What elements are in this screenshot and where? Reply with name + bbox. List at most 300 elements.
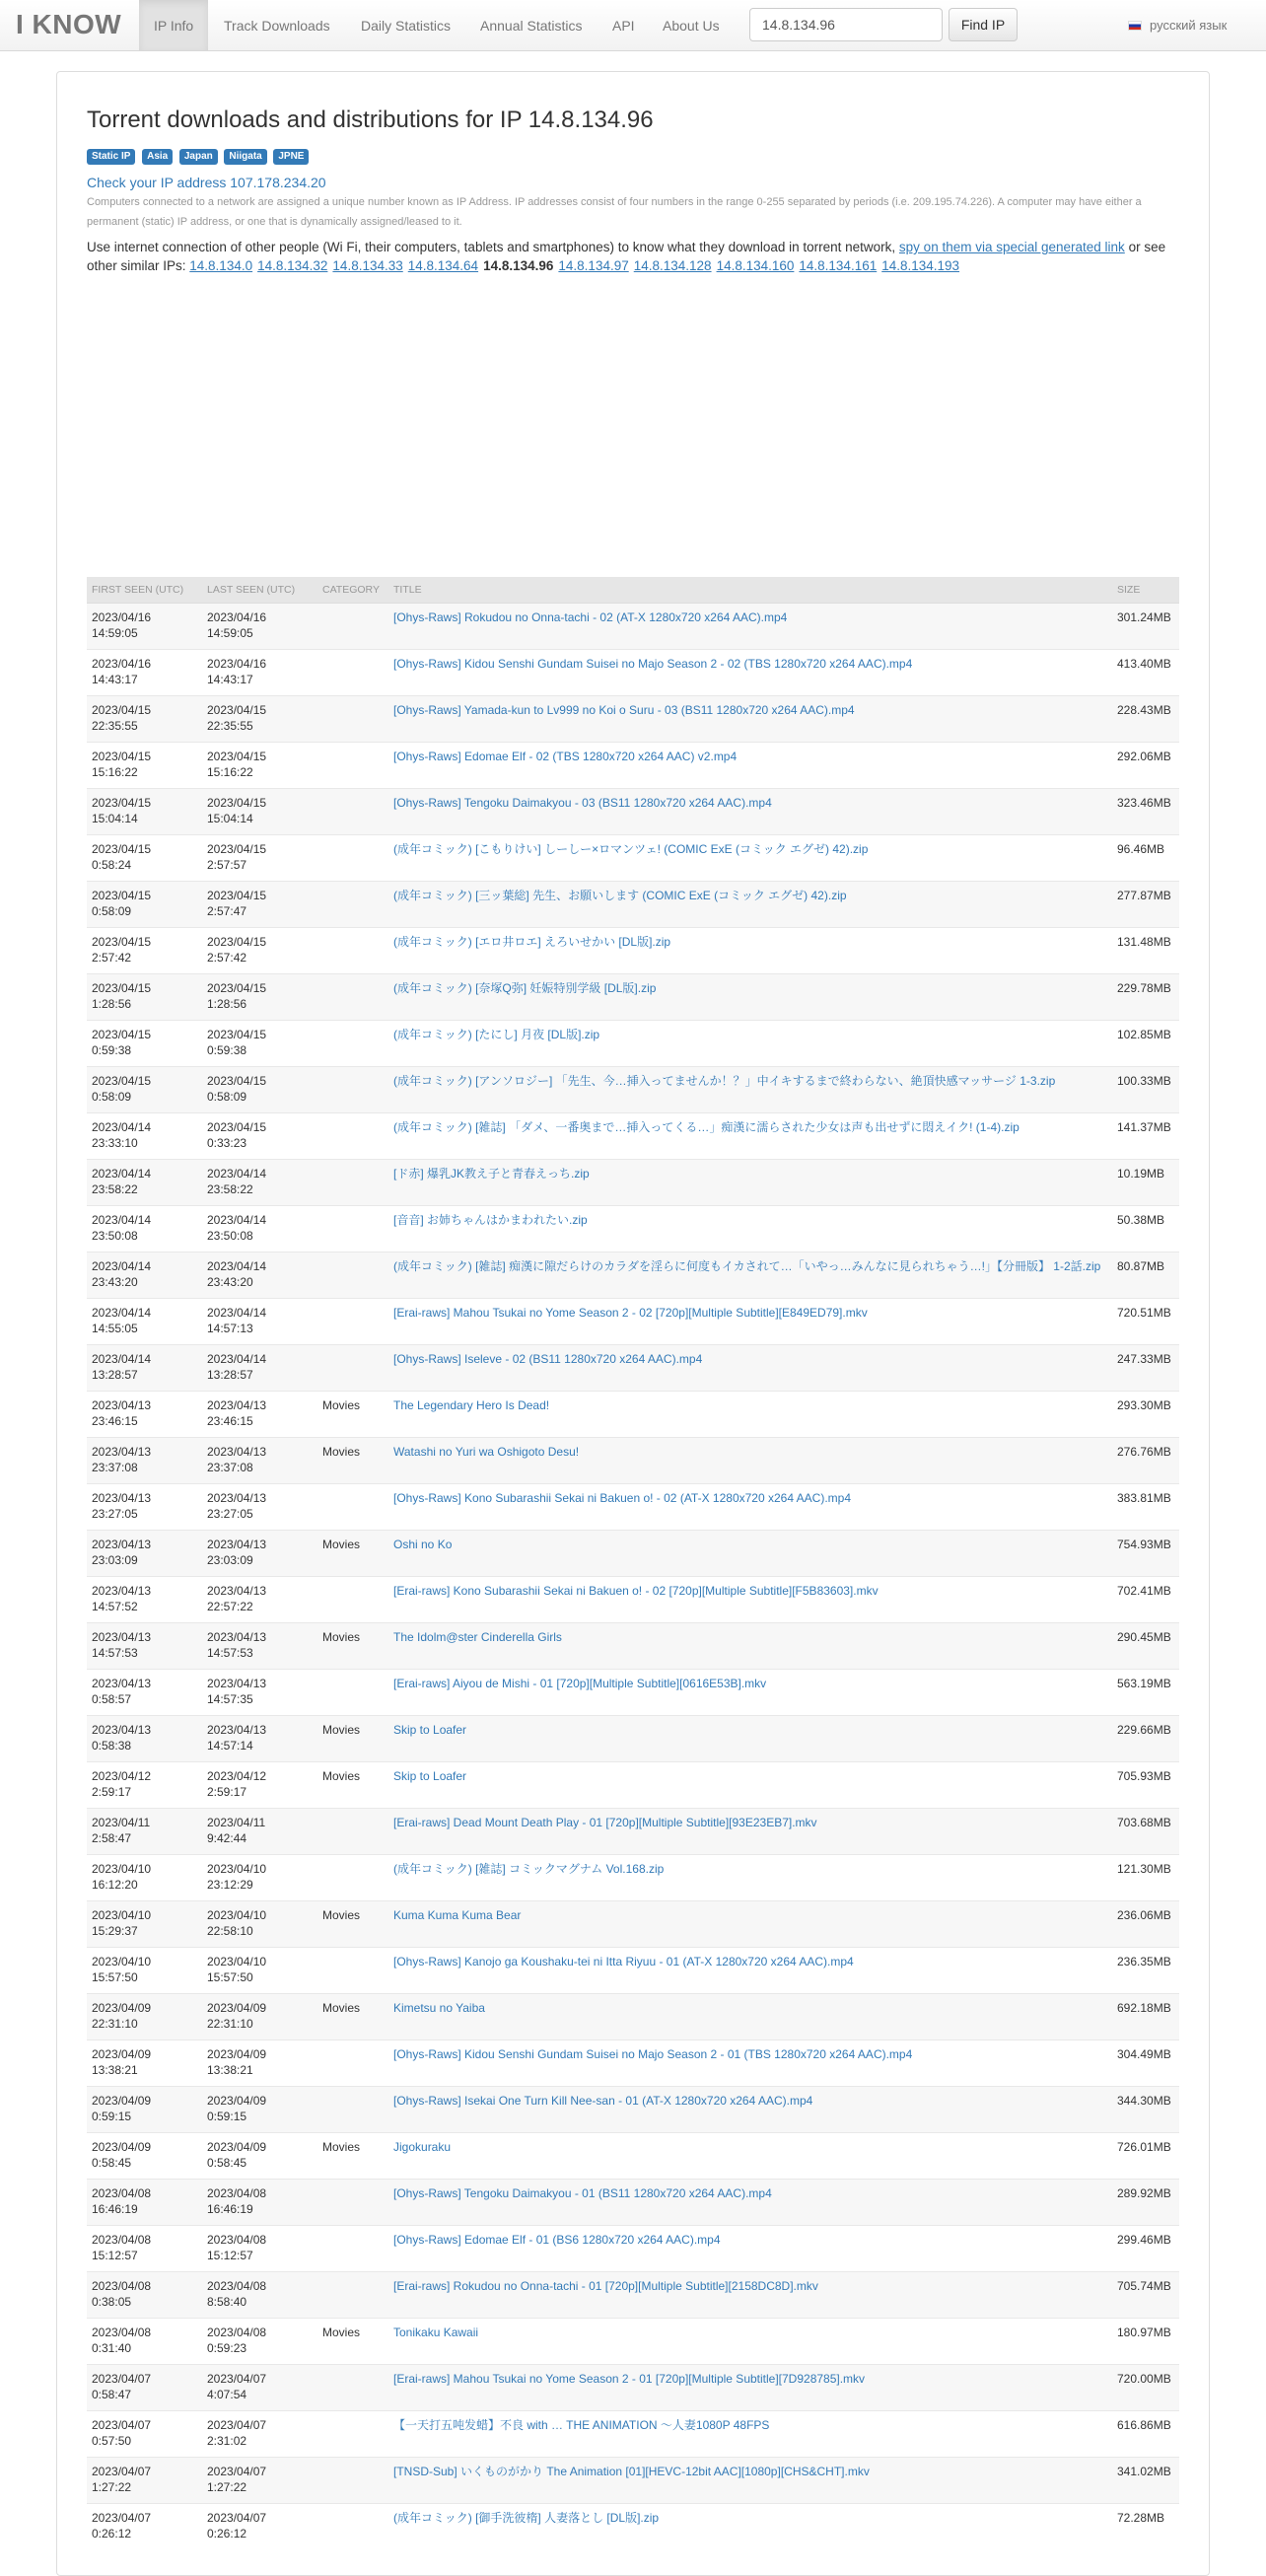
table-row — [87, 1854, 1179, 1900]
last-seen-cell: 2023/04/15 2:57:57 — [202, 834, 317, 881]
table-row — [87, 2364, 1179, 2410]
last-seen-cell: 2023/04/13 23:46:15 — [202, 1391, 317, 1437]
table-row — [87, 1252, 1179, 1298]
title-cell — [388, 2457, 1112, 2503]
last-seen-cell: 2023/04/14 13:28:57 — [202, 1344, 317, 1391]
first-seen-cell: 2023/04/15 0:59:38 — [87, 1020, 202, 1066]
title-cell — [388, 2039, 1112, 2086]
torrent-title-link[interactable]: [Ohys-Raws] Kidou Senshi Gundam Suisei no Majo Season 2 - 01 (TBS 1280x720 x264 AAC).mp4 — [393, 2046, 913, 2061]
last-seen-cell: 2023/04/07 0:26:12 — [202, 2503, 317, 2549]
table-row — [87, 1669, 1179, 1715]
nav-ip-info[interactable]: IP Info — [139, 0, 208, 50]
category-cell: Movies — [317, 1391, 388, 1437]
size-cell: 276.76MB — [1112, 1437, 1179, 1483]
last-seen-cell: 2023/04/16 14:59:05 — [202, 603, 317, 649]
size-cell: 299.46MB — [1112, 2225, 1179, 2271]
torrent-title-link[interactable]: The Idolm@ster Cinderella Girls — [393, 1629, 562, 1644]
title-cell — [388, 1854, 1112, 1900]
similar-ip-link[interactable]: 14.8.134.32 — [257, 258, 328, 273]
last-seen-cell: 2023/04/14 23:43:20 — [202, 1252, 317, 1298]
brand-logo[interactable]: I KNOW — [16, 9, 122, 39]
torrent-title-link[interactable]: [音音] お姉ちゃんはかまわれたい.zip — [393, 1212, 588, 1227]
size-cell: 141.37MB — [1112, 1112, 1179, 1159]
similar-ip-link[interactable]: 14.8.134.160 — [716, 258, 795, 273]
first-seen-cell: 2023/04/13 23:27:05 — [87, 1483, 202, 1530]
last-seen-cell: 2023/04/09 22:31:10 — [202, 1993, 317, 2039]
torrent-title-link[interactable]: Skip to Loafer — [393, 1768, 467, 1783]
category-cell — [317, 788, 388, 834]
last-seen-cell: 2023/04/10 23:12:29 — [202, 1854, 317, 1900]
category-cell: Movies — [317, 1530, 388, 1576]
similar-ip-link[interactable]: 14.8.134.0 — [189, 258, 253, 273]
desc-text: Use internet connection of other people (Wi Fi, their computers, tablets and smartphones) to know what they download in torrent network, — [87, 240, 899, 254]
desc-text-2: or see other similar IPs: — [87, 240, 1166, 273]
torrent-title-link[interactable]: [TNSD-Sub] いくものがかり The Animation [01][HEVC-12bit AAC][1080p][CHS&CHT].mkv — [393, 2464, 870, 2478]
torrent-title-link[interactable]: [ド赤] 爆乳JK教え子と青春えっち.zip — [393, 1166, 590, 1181]
last-seen-cell: 2023/04/13 14:57:53 — [202, 1622, 317, 1669]
table-row — [87, 1205, 1179, 1252]
category-cell: Movies — [317, 1900, 388, 1947]
last-seen-cell: 2023/04/08 16:46:19 — [202, 2179, 317, 2225]
torrent-title-link[interactable]: (成年コミック) [雑誌] 「ダメ、一番奥まで…挿入ってくる…」痴漢に濡らされた少女は声も出せずに悶えイク! (1-4).zip — [393, 1119, 1020, 1134]
size-cell: 290.45MB — [1112, 1622, 1179, 1669]
table-row — [87, 1066, 1179, 1112]
size-cell: 301.24MB — [1112, 603, 1179, 649]
last-seen-cell: 2023/04/07 1:27:22 — [202, 2457, 317, 2503]
last-seen-cell: 2023/04/09 0:58:45 — [202, 2132, 317, 2179]
title-cell — [388, 1715, 1112, 1761]
language-switch[interactable] — [1128, 0, 1227, 51]
category-cell — [317, 2364, 388, 2410]
first-seen-cell: 2023/04/13 14:57:52 — [87, 1576, 202, 1622]
torrent-title-link[interactable]: (成年コミック) [雑誌] コミックマグナム Vol.168.zip — [393, 1861, 665, 1876]
table-row — [87, 788, 1179, 834]
title-cell — [388, 1947, 1112, 1993]
check-your-ip-link[interactable]: Check your IP address 107.178.234.20 — [87, 175, 326, 190]
size-cell: 277.87MB — [1112, 881, 1179, 927]
table-row — [87, 1947, 1179, 1993]
similar-ip-link[interactable]: 14.8.134.64 — [407, 258, 479, 273]
torrent-title-link[interactable]: (成年コミック) [エロ井ロエ] えろいせかい [DL版].zip — [393, 934, 671, 949]
main-panel — [56, 71, 1210, 2576]
size-cell: 247.33MB — [1112, 1344, 1179, 1391]
last-seen-cell: 2023/04/15 2:57:42 — [202, 927, 317, 973]
title-cell — [388, 2318, 1112, 2364]
size-cell: 341.02MB — [1112, 2457, 1179, 2503]
title-cell — [388, 2410, 1112, 2457]
header-title: TITLE — [388, 577, 1112, 603]
last-seen-cell: 2023/04/10 22:58:10 — [202, 1900, 317, 1947]
first-seen-cell: 2023/04/08 0:38:05 — [87, 2271, 202, 2318]
first-seen-cell: 2023/04/15 15:04:14 — [87, 788, 202, 834]
table-body — [87, 603, 1179, 2549]
torrent-title-link[interactable]: (成年コミック) [奈塚Q弥] 妊娠特別学級 [DL版].zip — [393, 980, 657, 995]
category-cell — [317, 1483, 388, 1530]
table-row — [87, 927, 1179, 973]
header-category: CATEGORY — [317, 577, 388, 603]
size-cell: 72.28MB — [1112, 2503, 1179, 2549]
last-seen-cell: 2023/04/15 15:16:22 — [202, 742, 317, 788]
first-seen-cell: 2023/04/15 1:28:56 — [87, 973, 202, 1020]
table-row — [87, 1112, 1179, 1159]
table-header-row — [87, 577, 1179, 603]
torrent-title-link[interactable]: [Ohys-Raws] Tengoku Daimakyou - 03 (BS11 1280x720 x264 AAC).mp4 — [393, 795, 772, 810]
title-cell — [388, 2132, 1112, 2179]
category-cell: Movies — [317, 1622, 388, 1669]
torrent-title-link[interactable]: Kimetsu no Yaiba — [393, 2000, 485, 2015]
first-seen-cell: 2023/04/13 23:46:15 — [87, 1391, 202, 1437]
first-seen-cell: 2023/04/15 0:58:09 — [87, 1066, 202, 1112]
title-cell — [388, 1808, 1112, 1854]
torrent-title-link[interactable]: (成年コミック) [雑誌] 痴漢に隙だらけのカラダを淫らに何度もイカされて…「いやっ…みんなに見られちゃう…!」【分冊版】 1-2話.zip — [393, 1258, 1101, 1273]
header-first-seen: FIRST SEEN (UTC) — [87, 577, 202, 603]
size-cell: 96.46MB — [1112, 834, 1179, 881]
last-seen-cell: 2023/04/13 22:57:22 — [202, 1576, 317, 1622]
torrent-title-link[interactable]: [Erai-raws] Aiyou de Mishi - 01 [720p][Multiple Subtitle][0616E53B].mkv — [393, 1676, 767, 1690]
label-region: Asia — [142, 149, 173, 165]
first-seen-cell: 2023/04/12 2:59:17 — [87, 1761, 202, 1808]
torrent-title-link[interactable]: Kuma Kuma Kuma Bear — [393, 1907, 522, 1922]
size-cell: 292.06MB — [1112, 742, 1179, 788]
category-cell — [317, 1344, 388, 1391]
size-cell: 100.33MB — [1112, 1066, 1179, 1112]
last-seen-cell: 2023/04/15 0:33:23 — [202, 1112, 317, 1159]
similar-ip-link[interactable]: 14.8.134.33 — [332, 258, 403, 273]
category-cell: Movies — [317, 1761, 388, 1808]
size-cell: 720.00MB — [1112, 2364, 1179, 2410]
category-cell — [317, 1159, 388, 1205]
category-cell — [317, 2039, 388, 2086]
title-cell — [388, 1437, 1112, 1483]
title-cell — [388, 927, 1112, 973]
first-seen-cell: 2023/04/07 0:26:12 — [87, 2503, 202, 2549]
category-cell — [317, 2086, 388, 2132]
title-cell — [388, 1205, 1112, 1252]
nav-about-us[interactable]: About Us — [663, 18, 720, 34]
last-seen-cell: 2023/04/10 15:57:50 — [202, 1947, 317, 1993]
first-seen-cell: 2023/04/08 0:31:40 — [87, 2318, 202, 2364]
last-seen-cell: 2023/04/13 14:57:35 — [202, 1669, 317, 1715]
torrent-title-link[interactable]: [Erai-raws] Dead Mount Death Play - 01 [720p][Multiple Subtitle][93E23EB7].mkv — [393, 1815, 817, 1829]
table-row — [87, 1298, 1179, 1344]
title-cell — [388, 603, 1112, 649]
size-cell: 720.51MB — [1112, 1298, 1179, 1344]
first-seen-cell: 2023/04/09 13:38:21 — [87, 2039, 202, 2086]
torrent-title-link[interactable]: [Erai-raws] Mahou Tsukai no Yome Season 2 - 01 [720p][Multiple Subtitle][7D928785].mkv — [393, 2371, 866, 2386]
first-seen-cell: 2023/04/15 0:58:09 — [87, 881, 202, 927]
category-cell — [317, 2503, 388, 2549]
first-seen-cell: 2023/04/15 2:57:42 — [87, 927, 202, 973]
table-row — [87, 695, 1179, 742]
last-seen-cell: 2023/04/09 13:38:21 — [202, 2039, 317, 2086]
title-cell — [388, 1252, 1112, 1298]
label-provider: JPNE — [273, 149, 309, 165]
table-row — [87, 1391, 1179, 1437]
torrent-title-link[interactable]: [Ohys-Raws] Edomae Elf - 02 (TBS 1280x720 x264 AAC) v2.mp4 — [393, 749, 738, 763]
last-seen-cell: 2023/04/08 8:58:40 — [202, 2271, 317, 2318]
size-cell: 229.78MB — [1112, 973, 1179, 1020]
torrent-title-link[interactable]: (成年コミック) [御手洗彼楕] 人妻落とし [DL版].zip — [393, 2510, 660, 2525]
torrent-title-link[interactable]: (成年コミック) [三ッ葉総] 先生、お願いします (COMIC ExE (コミック エグゼ) 42).zip — [393, 888, 847, 902]
torrent-title-link[interactable]: [Ohys-Raws] Tengoku Daimakyou - 01 (BS11 1280x720 x264 AAC).mp4 — [393, 2185, 772, 2200]
category-cell — [317, 1669, 388, 1715]
size-cell: 563.19MB — [1112, 1669, 1179, 1715]
title-cell — [388, 2086, 1112, 2132]
ip-search-input[interactable] — [749, 8, 943, 41]
size-cell: 383.81MB — [1112, 1483, 1179, 1530]
table-row — [87, 1576, 1179, 1622]
category-cell — [317, 649, 388, 695]
torrent-title-link[interactable]: The Legendary Hero Is Dead! — [393, 1397, 550, 1412]
first-seen-cell: 2023/04/14 14:55:05 — [87, 1298, 202, 1344]
ip-address-note: Computers connected to a network are assigned a unique number known as IP Address. IP addresses consist of four numbers in the range 0-255 separated by periods (i.e. 209.195.74.226). A computer may have either a permanent (static) IP address, or one that is dynamically assigned/leased to it. — [87, 196, 1142, 228]
current-ip: 14.8.134.96 — [483, 258, 554, 273]
last-seen-cell: 2023/04/12 2:59:17 — [202, 1761, 317, 1808]
last-seen-cell: 2023/04/16 14:43:17 — [202, 649, 317, 695]
table-row — [87, 2039, 1179, 2086]
category-cell — [317, 1298, 388, 1344]
first-seen-cell: 2023/04/07 1:27:22 — [87, 2457, 202, 2503]
nav-track-downloads[interactable]: Track Downloads — [224, 18, 330, 34]
table-row — [87, 1622, 1179, 1669]
title-cell — [388, 742, 1112, 788]
first-seen-cell: 2023/04/14 23:43:20 — [87, 1252, 202, 1298]
category-cell: Movies — [317, 2318, 388, 2364]
category-cell — [317, 1112, 388, 1159]
first-seen-cell: 2023/04/11 2:58:47 — [87, 1808, 202, 1854]
title-cell — [388, 2271, 1112, 2318]
category-cell — [317, 2225, 388, 2271]
label-static-ip: Static IP — [87, 149, 135, 165]
torrent-title-link[interactable]: [Erai-raws] Kono Subarashii Sekai ni Bakuen o! - 02 [720p][Multiple Subtitle][F5B83603].mkv — [393, 1583, 879, 1598]
header-last-seen: LAST SEEN (UTC) — [202, 577, 317, 603]
title-cell — [388, 1483, 1112, 1530]
torrent-title-link[interactable]: [Ohys-Raws] Edomae Elf - 01 (BS6 1280x720 x264 AAC).mp4 — [393, 2232, 721, 2247]
last-seen-cell: 2023/04/15 0:58:09 — [202, 1066, 317, 1112]
table-row — [87, 1715, 1179, 1761]
size-cell: 293.30MB — [1112, 1391, 1179, 1437]
size-cell: 304.49MB — [1112, 2039, 1179, 2086]
torrent-title-link[interactable]: Oshi no Ko — [393, 1537, 453, 1551]
category-cell — [317, 2457, 388, 2503]
torrent-title-link[interactable]: Watashi no Yuri wa Oshigoto Desu! — [393, 1444, 580, 1459]
title-cell — [388, 834, 1112, 881]
size-cell: 705.74MB — [1112, 2271, 1179, 2318]
table-row — [87, 1808, 1179, 1854]
table-row — [87, 649, 1179, 695]
similar-ip-link[interactable]: 14.8.134.161 — [799, 258, 878, 273]
table-row — [87, 2271, 1179, 2318]
table-row — [87, 2503, 1179, 2549]
torrent-title-link[interactable]: [Ohys-Raws] Yamada-kun to Lv999 no Koi o Suru - 03 (BS11 1280x720 x264 AAC).mp4 — [393, 702, 855, 717]
nav-api[interactable]: API — [612, 18, 635, 34]
find-ip-button[interactable]: Find IP — [949, 8, 1018, 41]
first-seen-cell: 2023/04/14 13:28:57 — [87, 1344, 202, 1391]
last-seen-cell: 2023/04/15 2:57:47 — [202, 881, 317, 927]
torrent-title-link[interactable]: [Erai-raws] Mahou Tsukai no Yome Season 2 - 02 [720p][Multiple Subtitle][E849ED79].mkv — [393, 1305, 868, 1320]
table-row — [87, 2410, 1179, 2457]
title-cell — [388, 788, 1112, 834]
title-cell — [388, 1576, 1112, 1622]
torrent-title-link[interactable]: (成年コミック) [たにし] 月夜 [DL版].zip — [393, 1027, 600, 1041]
category-cell — [317, 1947, 388, 1993]
table-row — [87, 973, 1179, 1020]
ip-labels — [87, 147, 1179, 165]
last-seen-cell: 2023/04/08 0:59:23 — [202, 2318, 317, 2364]
first-seen-cell: 2023/04/09 22:31:10 — [87, 1993, 202, 2039]
torrent-history-table — [87, 577, 1179, 2549]
title-cell — [388, 1993, 1112, 2039]
first-seen-cell: 2023/04/10 15:57:50 — [87, 1947, 202, 1993]
size-cell: 705.93MB — [1112, 1761, 1179, 1808]
title-cell — [388, 1530, 1112, 1576]
size-cell: 80.87MB — [1112, 1252, 1179, 1298]
first-seen-cell: 2023/04/08 15:12:57 — [87, 2225, 202, 2271]
title-cell — [388, 1112, 1112, 1159]
category-cell — [317, 1576, 388, 1622]
torrent-title-link[interactable]: Jigokuraku — [393, 2139, 452, 2154]
first-seen-cell: 2023/04/14 23:58:22 — [87, 1159, 202, 1205]
size-cell: 131.48MB — [1112, 927, 1179, 973]
category-cell — [317, 973, 388, 1020]
title-cell — [388, 2503, 1112, 2549]
first-seen-cell: 2023/04/15 0:58:24 — [87, 834, 202, 881]
torrent-title-link[interactable]: 【一天打五吨发蜡】不良 with … THE ANIMATION ～人妻1080P 48FPS — [393, 2417, 770, 2432]
table-row — [87, 881, 1179, 927]
nav-annual-statistics[interactable]: Annual Statistics — [480, 18, 583, 34]
torrent-title-link[interactable]: (成年コミック) [こもりけい] しーしー×ロマンツェ! (COMIC ExE (コミック エグゼ) 42).zip — [393, 841, 869, 856]
table-row — [87, 742, 1179, 788]
title-cell — [388, 881, 1112, 927]
last-seen-cell: 2023/04/08 15:12:57 — [202, 2225, 317, 2271]
torrent-title-link[interactable]: [Ohys-Raws] Rokudou no Onna-tachi - 02 (AT-X 1280x720 x264 AAC).mp4 — [393, 609, 788, 624]
size-cell: 703.68MB — [1112, 1808, 1179, 1854]
table-row — [87, 1020, 1179, 1066]
first-seen-cell: 2023/04/13 23:37:08 — [87, 1437, 202, 1483]
size-cell: 102.85MB — [1112, 1020, 1179, 1066]
size-cell: 50.38MB — [1112, 1205, 1179, 1252]
category-cell — [317, 1066, 388, 1112]
first-seen-cell: 2023/04/15 15:16:22 — [87, 742, 202, 788]
title-cell — [388, 2179, 1112, 2225]
size-cell: 180.97MB — [1112, 2318, 1179, 2364]
title-cell — [388, 2225, 1112, 2271]
size-cell: 413.40MB — [1112, 649, 1179, 695]
torrent-title-link[interactable]: [Ohys-Raws] Kidou Senshi Gundam Suisei no Majo Season 2 - 02 (TBS 1280x720 x264 AAC).mp4 — [393, 656, 913, 671]
size-cell: 289.92MB — [1112, 2179, 1179, 2225]
table-row — [87, 834, 1179, 881]
russian-flag-icon — [1128, 21, 1142, 31]
size-cell: 236.35MB — [1112, 1947, 1179, 1993]
first-seen-cell: 2023/04/13 0:58:57 — [87, 1669, 202, 1715]
first-seen-cell: 2023/04/09 0:58:45 — [87, 2132, 202, 2179]
category-cell — [317, 2410, 388, 2457]
torrent-title-link[interactable]: [Ohys-Raws] Isekai One Turn Kill Nee-san - 01 (AT-X 1280x720 x264 AAC).mp4 — [393, 2093, 813, 2108]
torrent-title-link[interactable]: [Ohys-Raws] Kanojo ga Koushaku-tei ni Itta Riyuu - 01 (AT-X 1280x720 x264 AAC).mp4 — [393, 1954, 854, 1968]
first-seen-cell: 2023/04/16 14:43:17 — [87, 649, 202, 695]
size-cell: 229.66MB — [1112, 1715, 1179, 1761]
category-cell — [317, 1808, 388, 1854]
table-row — [87, 1483, 1179, 1530]
title-cell — [388, 695, 1112, 742]
size-cell: 754.93MB — [1112, 1530, 1179, 1576]
title-cell — [388, 973, 1112, 1020]
table-row — [87, 1159, 1179, 1205]
category-cell — [317, 1854, 388, 1900]
last-seen-cell: 2023/04/07 2:31:02 — [202, 2410, 317, 2457]
title-cell — [388, 1298, 1112, 1344]
last-seen-cell: 2023/04/14 23:58:22 — [202, 1159, 317, 1205]
torrent-title-link[interactable]: Tonikaku Kawaii — [393, 2325, 479, 2339]
last-seen-cell: 2023/04/14 14:57:13 — [202, 1298, 317, 1344]
similar-ip-link[interactable]: 14.8.134.97 — [558, 258, 629, 273]
last-seen-cell: 2023/04/15 1:28:56 — [202, 973, 317, 1020]
table-row — [87, 1437, 1179, 1483]
title-cell — [388, 1761, 1112, 1808]
torrent-title-link[interactable]: [Ohys-Raws] Iseleve - 02 (BS11 1280x720 x264 AAC).mp4 — [393, 1351, 703, 1366]
table-row — [87, 2086, 1179, 2132]
title-cell — [388, 1066, 1112, 1112]
first-seen-cell: 2023/04/09 0:59:15 — [87, 2086, 202, 2132]
size-cell: 344.30MB — [1112, 2086, 1179, 2132]
category-cell — [317, 695, 388, 742]
label-country: Japan — [179, 149, 218, 165]
category-cell — [317, 2179, 388, 2225]
last-seen-cell: 2023/04/07 4:07:54 — [202, 2364, 317, 2410]
similar-ip-link[interactable]: 14.8.134.193 — [881, 258, 960, 273]
first-seen-cell: 2023/04/10 15:29:37 — [87, 1900, 202, 1947]
label-city: Niigata — [224, 149, 266, 165]
size-cell: 702.41MB — [1112, 1576, 1179, 1622]
similar-ips-paragraph — [87, 238, 1179, 275]
first-seen-cell: 2023/04/14 23:50:08 — [87, 1205, 202, 1252]
size-cell: 236.06MB — [1112, 1900, 1179, 1947]
torrent-title-link[interactable]: Skip to Loafer — [393, 1722, 467, 1737]
table-row — [87, 1761, 1179, 1808]
table-row — [87, 2318, 1179, 2364]
last-seen-cell: 2023/04/15 0:59:38 — [202, 1020, 317, 1066]
first-seen-cell: 2023/04/08 16:46:19 — [87, 2179, 202, 2225]
category-cell — [317, 2271, 388, 2318]
table-row — [87, 2179, 1179, 2225]
last-seen-cell: 2023/04/13 14:57:14 — [202, 1715, 317, 1761]
first-seen-cell: 2023/04/14 23:33:10 — [87, 1112, 202, 1159]
torrent-title-link[interactable]: [Erai-raws] Rokudou no Onna-tachi - 01 [720p][Multiple Subtitle][2158DC8D].mkv — [393, 2278, 818, 2293]
table-row — [87, 1344, 1179, 1391]
size-cell: 616.86MB — [1112, 2410, 1179, 2457]
size-cell: 692.18MB — [1112, 1993, 1179, 2039]
size-cell: 121.30MB — [1112, 1854, 1179, 1900]
category-cell: Movies — [317, 1715, 388, 1761]
category-cell — [317, 1205, 388, 1252]
spy-link[interactable]: spy on them via special generated link — [898, 240, 1125, 254]
similar-ip-link[interactable]: 14.8.134.128 — [633, 258, 712, 273]
title-cell — [388, 1159, 1112, 1205]
last-seen-cell: 2023/04/15 15:04:14 — [202, 788, 317, 834]
category-cell — [317, 603, 388, 649]
nav-daily-statistics[interactable]: Daily Statistics — [361, 18, 452, 34]
title-cell — [388, 2364, 1112, 2410]
first-seen-cell: 2023/04/16 14:59:05 — [87, 603, 202, 649]
title-cell — [388, 1391, 1112, 1437]
torrent-title-link[interactable]: [Ohys-Raws] Kono Subarashii Sekai ni Bakuen o! - 02 (AT-X 1280x720 x264 AAC).mp4 — [393, 1490, 852, 1505]
table-row — [87, 603, 1179, 649]
category-cell — [317, 927, 388, 973]
first-seen-cell: 2023/04/13 14:57:53 — [87, 1622, 202, 1669]
title-cell — [388, 1344, 1112, 1391]
first-seen-cell: 2023/04/13 0:58:38 — [87, 1715, 202, 1761]
torrent-title-link[interactable]: (成年コミック) [アンソロジー] 「先生、今…挿入ってませんか！？」中イキするまで終わらない、絶頂快感マッサージ 1-3.zip — [393, 1073, 1056, 1088]
